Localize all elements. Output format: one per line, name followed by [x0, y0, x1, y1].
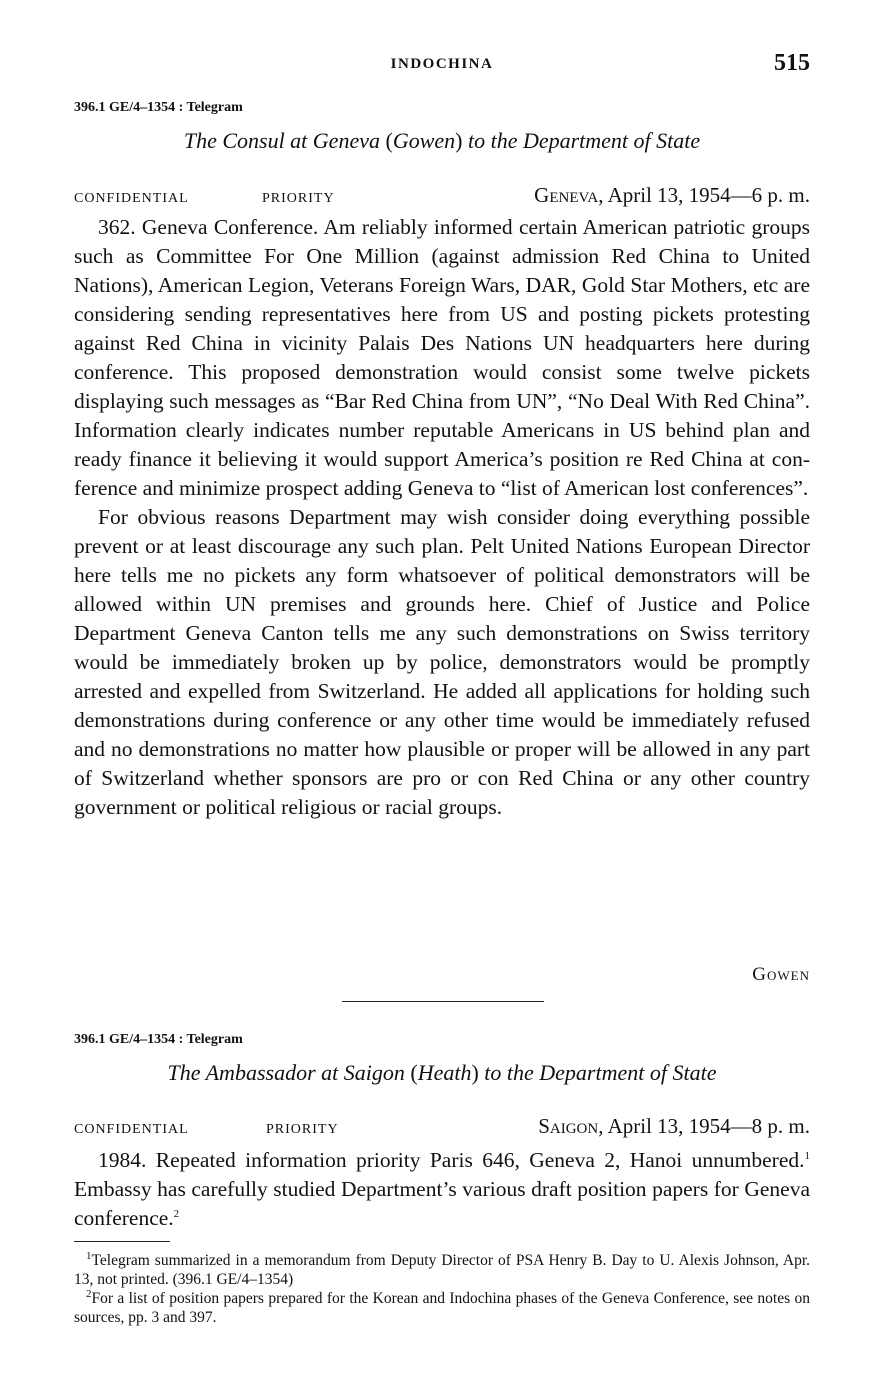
doc1-file-reference: 396.1 GE/4–1354 : Telegram [74, 100, 243, 115]
doc2-paragraph-text-a: 1984. Repeated information priority Paris 646, Geneva 2, Hanoi unnumbered. [98, 1148, 805, 1172]
doc1-place: Geneva [534, 183, 599, 207]
doc1-paragraph-2: For obvious reasons Department may wish consider doing everything possible prevent or at least discourage any such plan. Pelt United Nations European Director here tells me no pickets any form whatsoever of political demonstrators will be allowed within UN premises and grounds here. Chief of Justice and Police Department Geneva Canton tells me any such demonstrations on Swiss territory would be immediately broken up by police, demonstrators would be promptly arrested and expelled from Switzerland. He added all applications for holding such demonstrations during conference or any other time would be immediately refused and no demonstrations no matter how plausible or proper will be allowed in any part of Switzerland whether sponsors are pro or con Red China or any other country government or political religious or racial groups. [74, 505, 810, 819]
doc1-title-paren-open: ( [385, 128, 393, 153]
footnote-2 [74, 1289, 810, 1327]
doc2-title-end: to the Department of State [478, 1060, 717, 1085]
footnote-ref-1: 1 [804, 1149, 810, 1162]
doc2-place: Saigon [538, 1114, 599, 1138]
doc2-title [74, 1060, 810, 1086]
doc1-priority: PRIORITY [262, 191, 335, 206]
doc1-dateline [74, 183, 810, 209]
doc2-title-name: Heath [417, 1060, 472, 1085]
doc1-date: , April 13, 1954—6 p. m. [598, 183, 810, 207]
section-separator [342, 1001, 544, 1002]
running-head-title: INDOCHINA [390, 56, 494, 72]
doc2-title-start: The Ambassador at Saigon [167, 1060, 411, 1085]
footnote-rule [74, 1241, 170, 1242]
doc2-file-reference: 396.1 GE/4–1354 : Telegram [74, 1032, 243, 1047]
doc1-title-end: to the Department of State [462, 128, 701, 153]
footnote-1 [74, 1251, 810, 1289]
footnote-2-text: For a list of position papers prepared for the Korean and Indochina phases of the Geneva Conference, see notes on sources, pp. 3 and 397. [74, 1290, 810, 1326]
doc1-title-start: The Consul at Geneva [183, 128, 386, 153]
doc1-classification: CONFIDENTIAL [74, 191, 189, 206]
doc2-dateline [74, 1114, 810, 1140]
doc2-title-paren-open: ( [410, 1060, 418, 1085]
doc2-body [74, 1146, 810, 1233]
doc1-signature: Gowen [752, 964, 810, 985]
footnote-1-mark: 1 [86, 1249, 92, 1262]
footnote-ref-2: 2 [173, 1207, 180, 1220]
doc1-body [74, 213, 810, 822]
doc2-classification: CONFIDENTIAL [74, 1122, 189, 1137]
doc1-place-date [534, 183, 810, 208]
doc2-place-date [538, 1114, 810, 1139]
doc2-paragraph-1 [74, 1146, 810, 1233]
footnotes [74, 1251, 810, 1327]
doc1-paragraph-1: 362. Geneva Conference. Am reliably informed certain American patriotic groups such as Committee For One Million (against admission Red China to United Nations), American Legion, Veterans Foreign Wars, DAR, Gold Star Mothers, etc are considering sending representatives here from US and posting pickets protesting against Red China in vicinity Palais Des Nations UN headquarters here during conference. This proposed demonstration would consist some twelve pickets displaying such messages as “Bar Red China from UN”, “No Deal With Red China”. Information clearly indicates number reputable Americans in US behind plan and ready finance it believing it would support America’s position re Red China at conference and minimize prospect adding Geneva to “list of American lost conferences”. [74, 215, 810, 500]
doc1-title-paren-close: ) [455, 128, 463, 153]
doc2-paragraph-text-b: Embassy has carefully studied Department’s various draft position papers for Geneva conference. [74, 1177, 810, 1230]
doc2-date: , April 13, 1954—8 p. m. [598, 1114, 810, 1138]
doc2-priority: PRIORITY [266, 1122, 339, 1137]
page-number: 515 [774, 50, 810, 76]
footnote-2-mark: 2 [86, 1287, 92, 1300]
running-head [74, 50, 810, 80]
doc2-title-paren-close: ) [471, 1060, 479, 1085]
footnote-1-text: Telegram summarized in a memorandum from Deputy Director of PSA Henry B. Day to U. Alexis Johnson, Apr. 13, not printed. (396.1 GE/4–1354) [74, 1252, 810, 1288]
doc1-title-name: Gowen [392, 128, 456, 153]
doc1-title [74, 128, 810, 154]
